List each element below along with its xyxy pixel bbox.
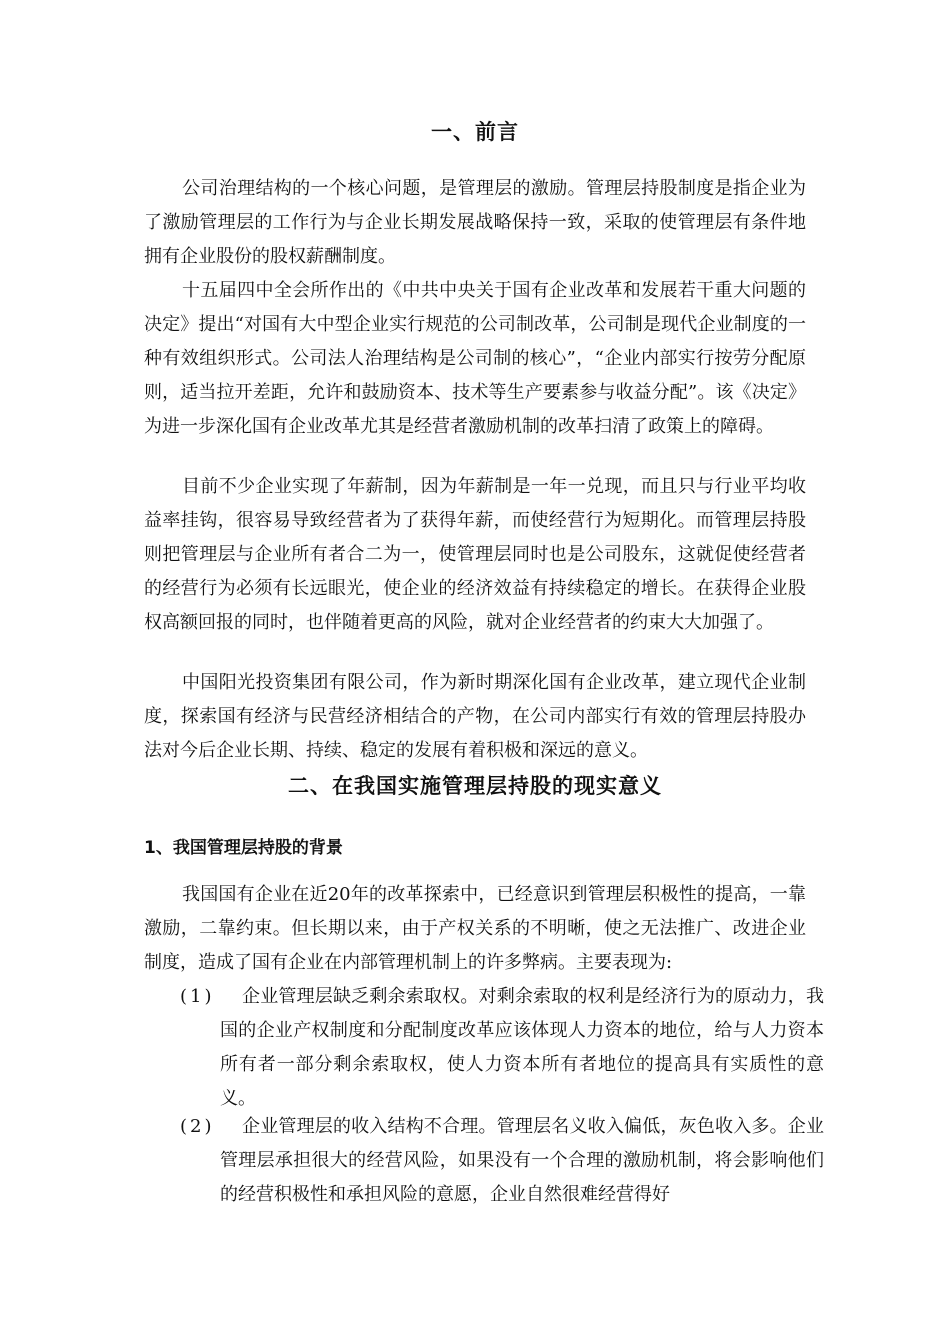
list-item: [144, 1110, 824, 1212]
section-1-heading: 一、前言: [431, 120, 519, 144]
list-item-number: (2): [180, 1116, 215, 1137]
paragraph: 十五届四中全会所作出的《中共中央关于国有企业改革和发展若干重大问题的决定》提出“对国有大中型企业实行规范的公司制改革，公司制是现代企业制度的一种有效组织形式。公司法人治理结构是公司制的核心”，“企业内部实行按劳分配原则，适当拉开差距，允许和鼓励资本、技术等生产要素参与收益分配”。该《决定》为进一步深化国有企业改革尤其是经营者激励机制的改革扫清了政策上的障碍。: [144, 280, 806, 437]
section-2-heading: 二、在我国实施管理层持股的现实意义: [288, 774, 662, 798]
list-item-number: (1): [180, 986, 215, 1007]
paragraph: 我国国有企业在近20年的改革探索中，已经意识到管理层积极性的提高，一靠激励，二靠约束。但长期以来，由于产权关系的不明晰，使之无法推广、改进企业制度，造成了国有企业在内部管理机制上的许多弊病。主要表现为:: [144, 884, 806, 973]
list-item: [144, 980, 824, 1116]
subsection-heading: 1、我国管理层持股的背景: [144, 838, 343, 858]
paragraph: 公司治理结构的一个核心问题，是管理层的激励。管理层持股制度是指企业为了激励管理层的工作行为与企业长期发展战略保持一致，采取的使管理层有条件地拥有企业股份的股权薪酬制度。: [144, 178, 806, 267]
paragraph: 目前不少企业实现了年薪制，因为年薪制是一年一兑现，而且只与行业平均收益率挂钩，很容易导致经营者为了获得年薪，而使经营行为短期化。而管理层持股则把管理层与企业所有者合二为一，使管理层同时也是公司股东，这就促使经营者的经营行为必须有长远眼光，使企业的经济效益有持续稳定的增长。在获得企业股权高额回报的同时，也伴随着更高的风险，就对企业经营者的约束大大加强了。: [144, 476, 806, 633]
paragraph: 中国阳光投资集团有限公司，作为新时期深化国有企业改革，建立现代企业制度，探索国有经济与民营经济相结合的产物，在公司内部实行有效的管理层持股办法对今后企业长期、持续、稳定的发展有着积极和深远的意义。: [144, 672, 806, 761]
list-item-text: 企业管理层的收入结构不合理。管理层名义收入偏低，灰色收入多。企业管理层承担很大的经营风险，如果没有一个合理的激励机制，将会影响他们的经营积极性和承担风险的意愿，企业自然很难经营得好: [220, 1116, 824, 1205]
list-item-text: 企业管理层缺乏剩余索取权。对剩余索取的权利是经济行为的原动力，我国的企业产权制度和分配制度改革应该体现人力资本的地位，给与人力资本所有者一部分剩余索取权，使人力资本所有者地位的提高具有实质性的意义。: [220, 986, 824, 1109]
